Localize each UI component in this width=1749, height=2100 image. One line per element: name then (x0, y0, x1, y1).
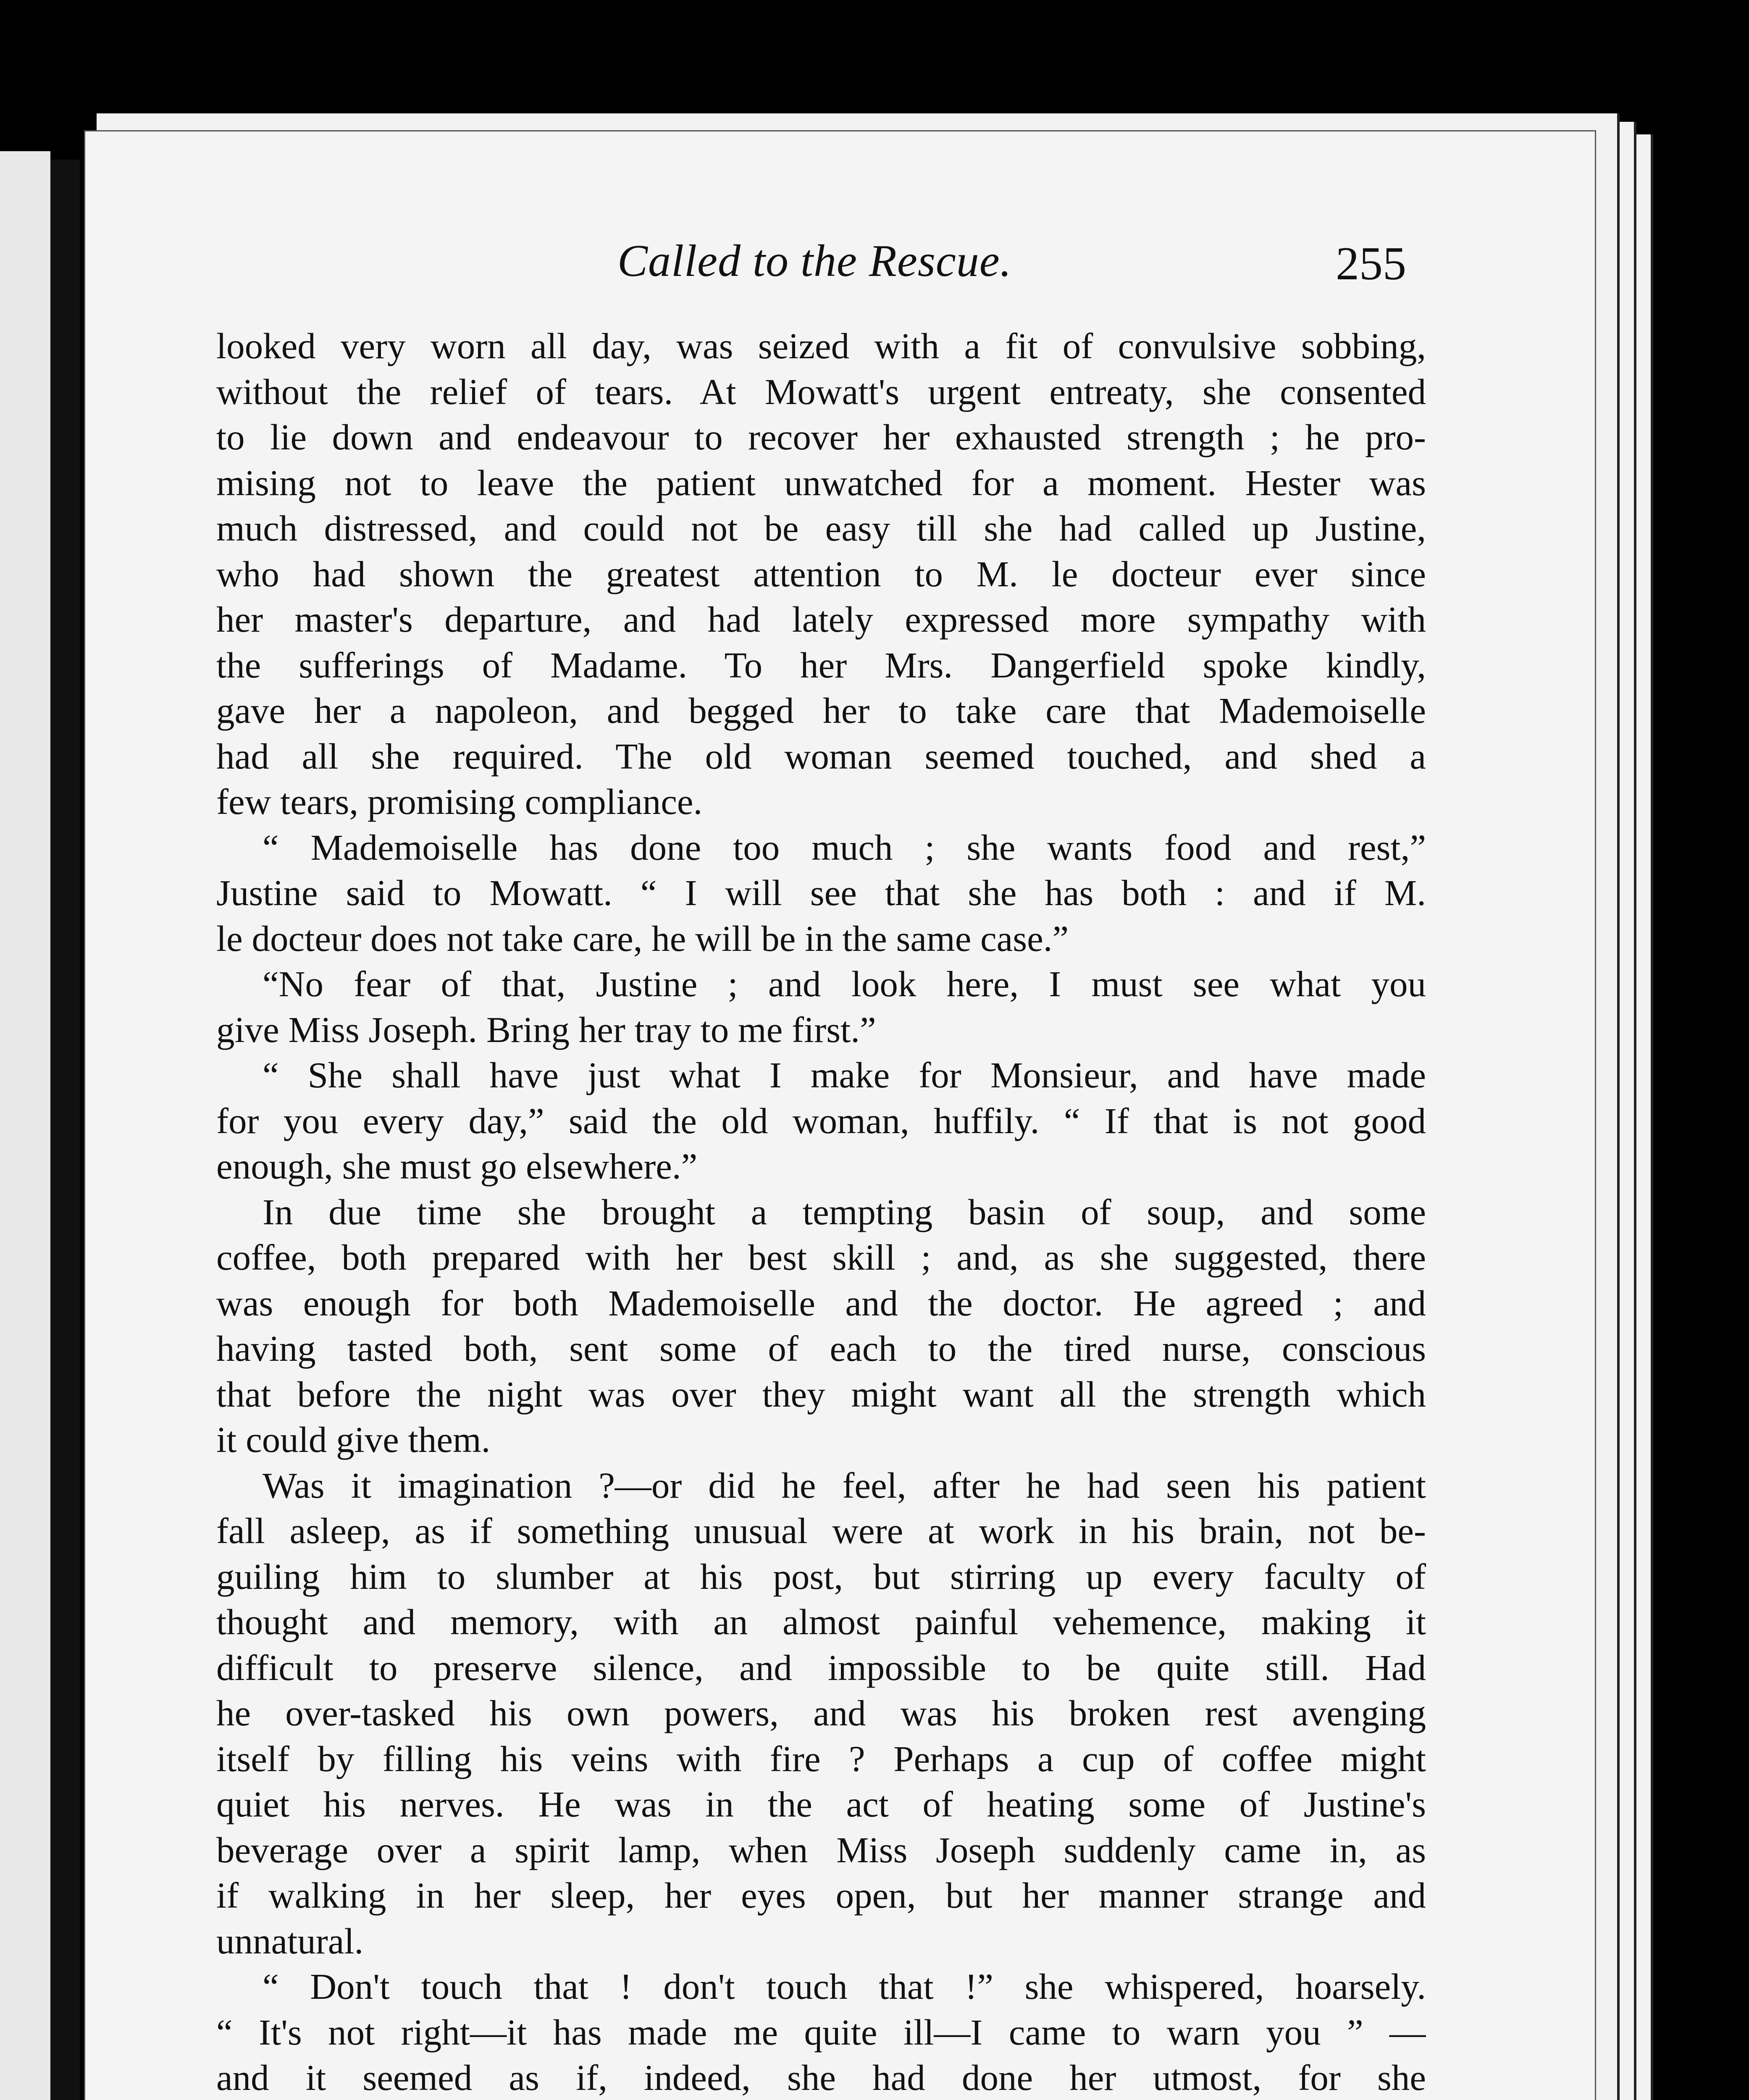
text-line: had all she required. The old woman seemed touched, and shed a (216, 735, 1426, 777)
text-line: and it seemed as if, indeed, she had done her utmost, for she (216, 2057, 1426, 2098)
text-line: much distressed, and could not be easy till she had called up Justine, (216, 508, 1426, 549)
text-line: unnatural. (216, 1920, 364, 1961)
text-line: having tasted both, sent some of each to the tired nurse, conscious (216, 1328, 1426, 1369)
text-line: for you every day,” said the old woman, huffily. “ If that is not good (216, 1100, 1426, 1141)
text-line: guiling him to slumber at his post, but stirring up every faculty of (216, 1556, 1426, 1597)
text-line: to lie down and endeavour to recover her exhausted strength ; he pro- (216, 417, 1426, 457)
binding-shadow (50, 160, 80, 2100)
text-line: that before the night was over they might want all the strength which (216, 1373, 1426, 1415)
text-line: who had shown the greatest attention to M. le docteur ever since (216, 553, 1426, 594)
text-line: it could give them. (216, 1419, 491, 1460)
text-line: itself by filling his veins with fire ? Perhaps a cup of coffee might (216, 1738, 1426, 1779)
text-line: quiet his nerves. He was in the act of heating some of Justine's (216, 1784, 1426, 1824)
text-line: gave her a napoleon, and begged her to take care that Mademoiselle (216, 690, 1426, 731)
body-text (216, 323, 1426, 2100)
text-line: the sufferings of Madame. To her Mrs. Dangerfield spoke kindly, (216, 644, 1426, 685)
text-line: “ Mademoiselle has done too much ; she wants food and rest,” (263, 827, 1426, 868)
text-line: beverage over a spirit lamp, when Miss Joseph suddenly came in, as (216, 1829, 1426, 1870)
text-line: without the relief of tears. At Mowatt's urgent entreaty, she consented (216, 371, 1426, 412)
text-line: if walking in her sleep, her eyes open, but her manner strange and (216, 1875, 1426, 1916)
text-line: give Miss Joseph. Bring her tray to me first.” (216, 1009, 876, 1050)
text-line: coffee, both prepared with her best skill ; and, as she suggested, there (216, 1237, 1426, 1278)
text-line: le docteur does not take care, he will be in the same case.” (216, 918, 1069, 959)
running-title: Called to the Rescue. (617, 236, 1012, 286)
page-header (84, 235, 1596, 302)
text-line: “ It's not right—it has made me quite ill—I came to warn you ” — (216, 2011, 1426, 2053)
page-number: 255 (1336, 238, 1406, 290)
text-line: difficult to preserve silence, and impossible to be quite still. Had (216, 1647, 1426, 1688)
text-line: Was it imagination ?—or did he feel, after he had seen his patient (263, 1465, 1426, 1506)
text-line: “No fear of that, Justine ; and look here, I must see what you (263, 963, 1426, 1004)
text-line: In due time she brought a tempting basin of soup, and some (263, 1191, 1426, 1232)
book-page (84, 130, 1596, 2100)
text-line: mising not to leave the patient unwatched for a moment. Hester was (216, 462, 1426, 503)
text-line: “ Don't touch that ! don't touch that !” she whispered, hoarsely. (263, 1966, 1426, 2007)
previous-page-edge (0, 151, 50, 2100)
text-line: enough, she must go elsewhere.” (216, 1146, 698, 1186)
text-line: thought and memory, with an almost painful vehemence, making it (216, 1601, 1426, 1642)
text-line: “ She shall have just what I make for Monsieur, and have made (263, 1055, 1426, 1095)
text-line: her master's departure, and had lately expressed more sympathy with (216, 599, 1426, 640)
text-line: he over-tasked his own powers, and was his broken rest avenging (216, 1693, 1426, 1733)
text-line: looked very worn all day, was seized with a fit of convulsive sobbing, (216, 326, 1426, 366)
text-line: was enough for both Mademoiselle and the doctor. He agreed ; and (216, 1282, 1426, 1323)
text-line: Justine said to Mowatt. “ I will see that she has both : and if M. (216, 872, 1426, 913)
text-line: few tears, promising compliance. (216, 781, 703, 822)
text-line: fall asleep, as if something unusual were at work in his brain, not be- (216, 1510, 1426, 1551)
